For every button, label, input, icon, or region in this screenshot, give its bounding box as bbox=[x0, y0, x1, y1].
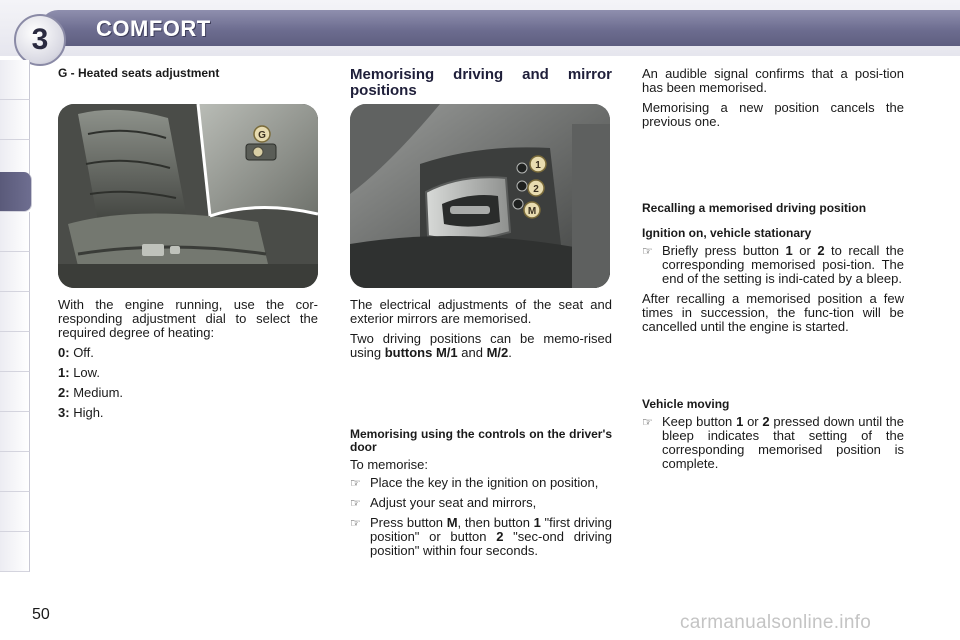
recall-step-moving: ☞ Keep button 1 or 2 pressed down until the bleep indicates that setting of the corresponding memorised position is complete. bbox=[642, 414, 904, 471]
cancel-previous-text: Memorising a new position cancels the previous one. bbox=[642, 100, 904, 129]
watermark: carmanualsonline.info bbox=[680, 612, 872, 633]
chapter-tab[interactable] bbox=[0, 292, 30, 332]
chapter-tab[interactable] bbox=[0, 532, 30, 572]
seat-callout-label: G bbox=[258, 130, 266, 141]
door-panel-photo bbox=[350, 104, 610, 288]
heated-seats-text bbox=[58, 298, 318, 426]
recalling-heading: Recalling a memorised driving position bbox=[642, 201, 867, 215]
chapter-tab[interactable] bbox=[0, 332, 30, 372]
heat-level-2: 2: Medium. bbox=[58, 385, 124, 400]
chapter-tab[interactable] bbox=[0, 412, 30, 452]
door-button-1-label: 1 bbox=[535, 160, 541, 171]
page-header bbox=[0, 0, 960, 56]
pointing-hand-icon: ☞ bbox=[350, 496, 361, 510]
pointing-hand-icon: ☞ bbox=[350, 476, 361, 490]
memorise-step-3: ☞ Press button M, then button 1 "first driving position" or button 2 "sec-ond driving position" within four seconds. bbox=[350, 515, 612, 558]
recall-cancel-text: After recalling a memorised position a few times in succession, the func-tion will be cancelled until the engine is started. bbox=[642, 291, 904, 334]
pointing-hand-icon: ☞ bbox=[350, 516, 361, 530]
heat-level-0: 0: Off. bbox=[58, 345, 94, 360]
memorise-step-1: ☞ Place the key in the ignition on position, bbox=[350, 475, 599, 490]
door-button-2-label: 2 bbox=[533, 184, 539, 195]
heated-seats-intro: With the engine running, use the cor-responding adjustment dial to select the required degree of heating: bbox=[58, 297, 318, 340]
chapter-tab-active[interactable] bbox=[0, 172, 32, 212]
chapter-tabs bbox=[0, 56, 34, 576]
to-memorise-label: To memorise: bbox=[350, 457, 429, 472]
memorising-p2: Two driving positions can be memo-rised using buttons M/1 and M/2. bbox=[350, 331, 612, 360]
ignition-on-subheading: Ignition on, vehicle stationary bbox=[642, 226, 812, 240]
heated-seats-heading: G - Heated seats adjustment bbox=[58, 66, 220, 80]
door-controls-illustration bbox=[350, 104, 610, 288]
memorise-step-2: ☞ Adjust your seat and mirrors, bbox=[350, 495, 537, 510]
heat-level-1: 1: Low. bbox=[58, 365, 100, 380]
audible-signal-text: An audible signal confirms that a posi-tion has been memorised. bbox=[642, 66, 904, 95]
chapter-tab[interactable] bbox=[0, 252, 30, 292]
chapter-number-badge: 3 bbox=[14, 14, 66, 66]
heated-seat-illustration bbox=[58, 104, 318, 288]
chapter-tab[interactable] bbox=[0, 492, 30, 532]
memorising-p1: The electrical adjustments of the seat and exterior mirrors are memorised. bbox=[350, 297, 612, 326]
heated-seat-photo bbox=[58, 104, 318, 288]
memorising-heading: Memorising driving and mirror positions bbox=[350, 66, 612, 99]
chapter-tab[interactable] bbox=[0, 212, 30, 252]
right-column-top bbox=[642, 67, 904, 135]
heat-level-3: 3: High. bbox=[58, 405, 104, 420]
chapter-tab[interactable] bbox=[0, 372, 30, 412]
door-button-m-label: M bbox=[527, 206, 537, 217]
chapter-tab[interactable] bbox=[0, 452, 30, 492]
pointing-hand-icon: ☞ bbox=[642, 415, 653, 429]
chapter-title: COMFORT bbox=[96, 16, 211, 41]
memorising-controls-heading: Memorising using the controls on the driver's door bbox=[350, 427, 612, 454]
pointing-hand-icon: ☞ bbox=[642, 244, 653, 258]
recall-step-stationary: ☞ Briefly press button 1 or 2 to recall the corresponding memorised posi-tion. The end of the setting is indi-cated by a bleep. bbox=[642, 243, 904, 286]
memorising-controls bbox=[350, 428, 612, 564]
recalling-section bbox=[642, 202, 904, 340]
chapter-tab[interactable] bbox=[0, 60, 30, 100]
memorising-intro bbox=[350, 298, 612, 366]
vehicle-moving-subheading: Vehicle moving bbox=[642, 397, 730, 411]
chapter-tab[interactable] bbox=[0, 100, 30, 140]
page-number: 50 bbox=[32, 606, 50, 623]
left-column bbox=[58, 67, 318, 86]
middle-column-heading bbox=[350, 67, 612, 105]
vehicle-moving-section bbox=[642, 398, 904, 477]
